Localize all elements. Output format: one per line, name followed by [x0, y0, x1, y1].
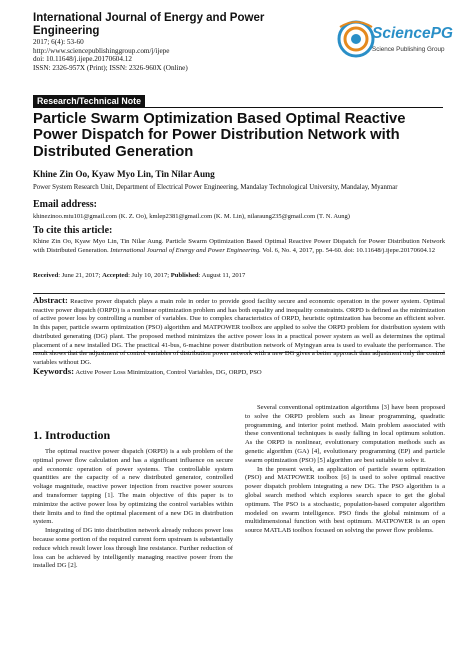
article-dates [33, 272, 245, 279]
keywords-text: Active Power Loss Minimization, Control Variables, DG, ORPD, PSO [75, 369, 262, 376]
article-type-label: Research/Technical Note [33, 95, 145, 107]
publisher-logo [336, 13, 453, 67]
journal-title: International Journal of Energy and Power Engineering [33, 12, 265, 37]
abstract-heading: Abstract: [33, 295, 68, 305]
citation-journal: International Journal of Energy and Power Engineering. [110, 246, 261, 254]
citation-body: Khine Zin Oo, Kyaw Myo Lin, Tin Nilar Aung. Particle Swarm Optimization Based Optimal Reactive Power Dispatch for Power Distribution Network with Distributed Generation. [33, 238, 445, 254]
citation-heading: To cite this article: [33, 225, 113, 236]
journal-header [33, 12, 333, 72]
received-date: : June 21, 2017; [58, 272, 101, 279]
keywords [33, 366, 445, 376]
intro-right-column [245, 404, 445, 536]
intro-left-column [33, 448, 233, 571]
article-type-bar [33, 95, 443, 108]
paper-title: Particle Swarm Optimization Based Optimal Reactive Power Dispatch for Power Distribution Network with Distributed Generation [33, 111, 406, 160]
citation-details: Vol. 6, No. 4, 2017, pp. 54-60. doi: 10.11648/j.ijepe.20170604.12 [262, 246, 436, 254]
journal-url[interactable]: http://www.sciencepublishinggroup.com/j/ijepe [33, 46, 170, 55]
intro-paragraph-3: Several conventional optimization algorithms [3] have been proposed to solve the ORPD problem such as linear programming, quadratic programming, and interior point method. Main problem associated with these conventional techniques is easily falling in local optimum solution. As the ORPD is nonlinear, evolutionary computation methods such as genetic algorithm (GA) [4], evolutionary programming (EP) and particle swarm optimization (PSO) [5] algorithm are best suitable to solve it. [245, 404, 445, 464]
logo-tagline: Science Publishing Group [372, 46, 445, 53]
paper-authors: Khine Zin Oo, Kyaw Myo Lin, Tin Nilar Aung [33, 169, 215, 179]
abstract-text: Reactive power dispatch plays a main role in order to provide good facility secure and economic operation in the power system. Optimal reactive power dispatch (ORPD) is a nonlinear optimization problem and has both equality and inequality constraints. ORPD is defined as the minimization of active power loss by controlling a number of variables. Due to complex characteristics of ORPD, heuristic optimization has become an efficient solver. In this paper, particle swarm optimization (PSO) algorithm and MATPOWER toolbox are applied to solve the ORPD problem for distribution system with distributed generating (DG) plant. The proposed method minimizes the active power loss in a practical power system as well as determines the optimal placement of a new installed DG. The practical 41-bus, 6-machine power distribution network of Myingyan area is used to evaluate the performance. The result shows that the adjustment of control variables of distribution power network with a new DG gives a better approach than adjustment only the control variables without DG. [33, 298, 445, 366]
journal-issn: ISSN: 2326-957X (Print); ISSN: 2326-960X (Online) [33, 63, 188, 72]
published-label: Published [170, 272, 199, 279]
keywords-heading: Keywords: [33, 366, 75, 376]
citation-text [33, 238, 445, 255]
accepted-label: Accepted [102, 272, 129, 279]
journal-doi[interactable]: doi: 10.11648/j.ijepe.20170604.12 [33, 55, 132, 64]
paper-affiliation: Power System Research Unit, Department of Electrical Power Engineering, Mandalay Technological University, Mandalay, Myanmar [33, 184, 398, 191]
intro-paragraph-4: In the present work, an application of particle swarm optimization (PSO) and MATPOWER toolbox [6] is used to solve optimal reactive power dispatch problem integrating a new DG. The PSO algorithm is a global search method which explores search space to get the global optimum. The PSO is a stochastic, population-based computer algorithm modeled on swarm intelligence. PSO finds the global minimum of a multidimensional function with best optimum. MATPOWER is an open source MATLAB toolbox focused on solving the power flow problems. [245, 465, 445, 535]
science-globe-icon [336, 13, 376, 65]
email-addresses[interactable]: khinezinoo.mtu101@gmail.com (K. Z. Oo), kmlep2381@gmail.com (K. M. Lin), nilaraung235@gmail.com (T. N. Aung) [33, 213, 350, 220]
intro-heading: 1. Introduction [33, 428, 111, 442]
intro-paragraph-2: Integrating of DG into distribution network already reduces power loss because some portion of the required current form upstream is substantially reduce which result lower loss through line resistance. Further reduction of loss can be achieved by intelligently managing reactive power from the installed DG [2]. [33, 527, 233, 570]
logo-wordmark: SciencePG [372, 25, 453, 42]
abstract [33, 296, 445, 368]
intro-paragraph-1: The optimal reactive power dispatch (ORPD) is a sub problem of the optimal power flow calculation and has a significant influence on secure and economic operation of power systems. The controllable system quantities are the capacity of a new distributed generator, controlled voltage magnitude, reactive power injection from reactive power sources and transformer tapping [1]. The main objective of this paper is to minimize the active power loss by optimizing the control variables within their limits and to find the optimal placement of a new DG in distribution system. [33, 448, 233, 526]
email-heading: Email address: [33, 199, 97, 210]
received-label: Received [33, 272, 59, 279]
journal-volume: 2017; 6(4): 53-60 [33, 38, 84, 46]
accepted-date: : July 10, 2017; [128, 272, 170, 279]
published-date: : August 11, 2017 [198, 272, 246, 279]
